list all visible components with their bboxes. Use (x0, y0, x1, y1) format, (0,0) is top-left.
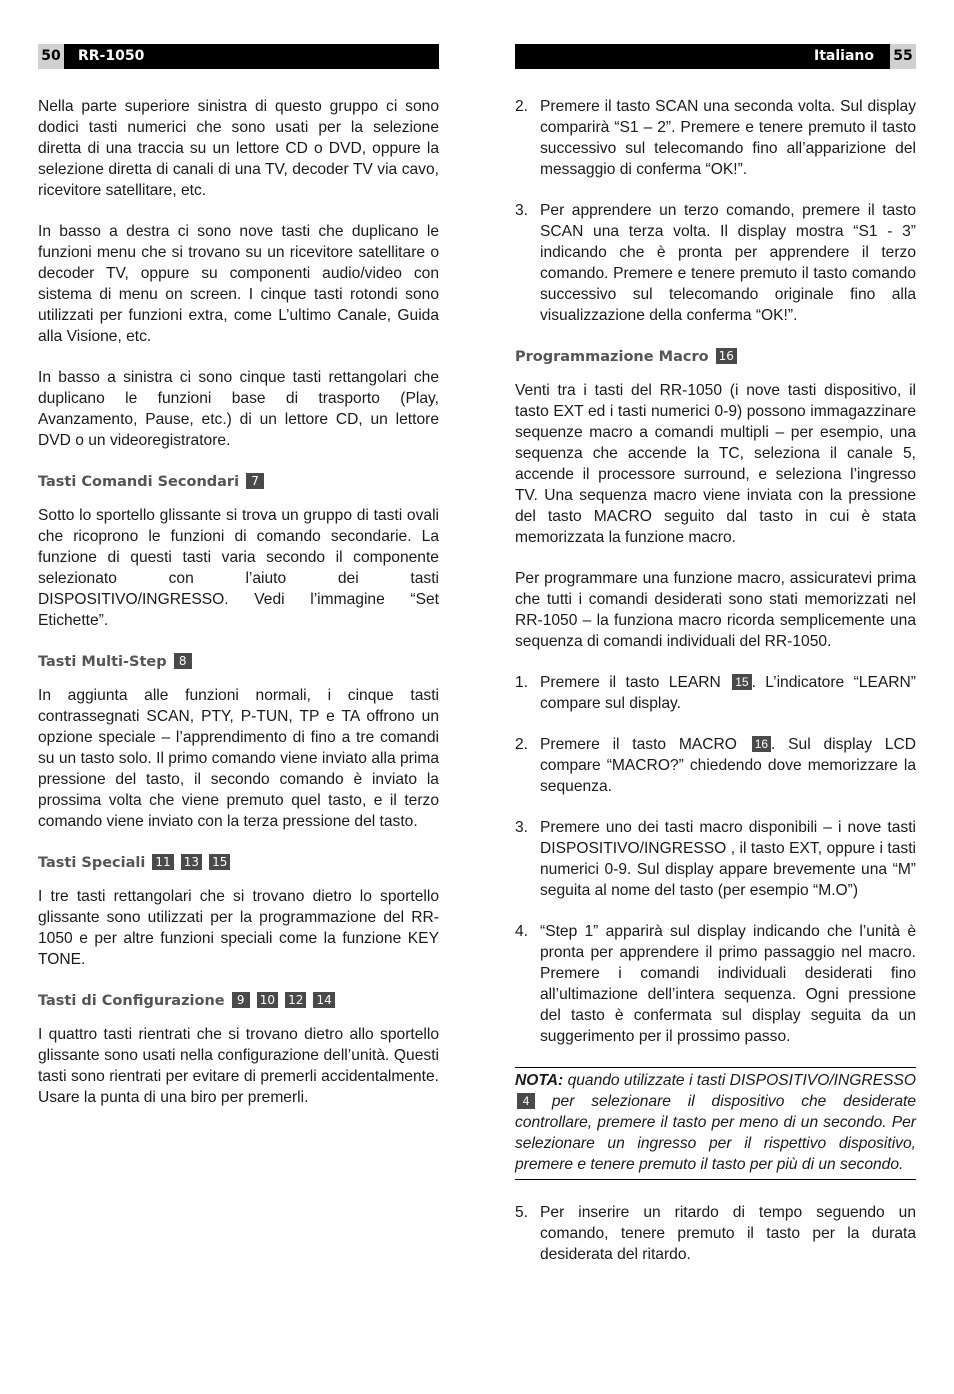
ref-badge: 4 (517, 1093, 535, 1109)
ref-badge: 14 (313, 992, 334, 1008)
ref-badge: 15 (732, 674, 751, 690)
ref-badge: 10 (257, 992, 278, 1008)
paragraph-numeric-keys: Nella parte superiore sinistra di questo gruppo ci sono dodici tasti numerici che sono usati per la selezione diretta di una traccia su un lettore CD o DVD, oppure la selezione diretta di canali di una TV, decoder TV via cavo, ricevitore satellitare, etc. (38, 98, 439, 199)
ref-badge: 16 (752, 736, 771, 752)
heading-multistep-keys: Tasti Multi-Step 8 (38, 651, 439, 673)
ref-badge: 8 (174, 653, 192, 669)
ref-badge: 15 (209, 854, 230, 870)
heading-special-keys: Tasti Speciali 11 13 15 (38, 852, 439, 874)
list-item: 1. Premere il tasto LEARN 15 . L’indicatore “LEARN” compare sul display. (515, 674, 916, 712)
list-item: 3. Per apprendere un terzo comando, premere il tasto SCAN una terza volta. Il display mostra “S1 - 3” indicando che è pronta per apprendere il terzo comando. Premere e tenere premuto il tasto comando successivo sul telecomando originale fino alla visualizzazione della conferma “OK!”. (515, 202, 916, 324)
left-column (38, 96, 439, 1128)
heading-macro-programming: Programmazione Macro 16 (515, 346, 916, 368)
right-page-number: 55 (890, 44, 916, 69)
paragraph-multistep-keys: In aggiunta alle funzioni normali, i cinque tasti contrassegnati SCAN, PTY, P-TUN, TP e TA offrono un opzione speciale – l’apprendimento di fino a tre comandi su un tasto solo. Il primo comando viene inviato alla prima pressione del tasto, il secondo comando è inviato la prossima volta che viene premuto quel tasto, e il terzo comando viene inviato con la terza pressione del tasto. (38, 687, 439, 830)
ref-badge: 16 (716, 348, 737, 364)
ref-badge: 11 (152, 854, 173, 870)
heading-secondary-keys: Tasti Comandi Secondari 7 (38, 471, 439, 493)
list-item: 2. Premere il tasto SCAN una seconda volta. Sul display comparirà “S1 – 2”. Premere e tenere premuto il tasto successivo sul telecomando fino all’apparizione del messaggio di conferma “OK!”. (515, 98, 916, 178)
paragraph-transport-keys: In basso a sinistra ci sono cinque tasti rettangolari che duplicano le funzioni base di trasporto (Play, Avanzamento, Pause, etc.) di un lettore CD, un lettore DVD o un videoregistratore. (38, 369, 439, 449)
paragraph-menu-keys: In basso a destra ci sono nove tasti che duplicano le funzioni menu che si trovano su un ricevitore satellitare o decoder TV, oppure su componenti audio/video con sistema di menu on screen. I cinque tasti rotondi sono utilizzati per funzioni extra, come L’ultimo Canale, Guida alla Visione, etc. (38, 223, 439, 345)
paragraph-macro-howto: Per programmare una funzione macro, assicuratevi prima che tutti i comandi desiderati sono stati memorizzati nel RR-1050 – la funziona macro ricorda semplicemente una sequenza di comandi individuali del RR-1050. (515, 570, 916, 650)
left-header-title: RR-1050 (78, 48, 145, 64)
paragraph-special-keys: I tre tasti rettangolari che si trovano dietro lo sportello glissante sono utilizzati per la programmazione del RR-1050 e per altre funzioni speciali come la funzione KEY TONE. (38, 888, 439, 968)
list-item: 5. Per inserire un ritardo di tempo seguendo un comando, tenere premuto il tasto per la durata desiderata del ritardo. (515, 1204, 916, 1263)
left-page-number: 50 (38, 44, 64, 69)
note-box: NOTA: quando utilizzate i tasti DISPOSITIVO/INGRESSO 4 per selezionare il dispositivo che desiderate controllare, premere il tasto per meno di un secondo. Per selezionare un ingresso per il rispettivo dispositivo, premere e tenere premuto il tasto per più di un secondo. (515, 1067, 916, 1180)
list-item: 4. “Step 1” apparirà sul display indicando che l’unità è pronta per apprendere il primo passaggio nel macro. Premere i comandi individuali desiderati fino all’ultimazione dell’intera sequenza. Ogni pressione del tasto è confermata sul display seguita da un suggerimento per il prossimo passo. (515, 923, 916, 1045)
ref-badge: 13 (181, 854, 202, 870)
right-column (515, 96, 916, 1285)
right-page-header (515, 44, 916, 69)
paragraph-secondary-keys: Sotto lo sportello glissante si trova un gruppo di tasti ovali che ricoprono le funzioni di comando secondarie. La funzione di questi tasti varia secondo il componente selezionato con l’aiuto dei tasti DISPOSITIVO/INGRESSO. Vedi l’immagine “Set Etichette”. (38, 507, 439, 629)
ref-badge: 7 (246, 473, 264, 489)
paragraph-macro-intro: Venti tra i tasti del RR-1050 (i nove tasti dispositivo, il tasto EXT ed i tasti numerici 0-9) possono immagazzinare sequenze macro a comandi multipli – per esempio, una sequenza che accende la TC, seleziona il canale 5, accende il processore surround, e seleziona l’ingresso TV. Una sequenza macro viene inviata con la pressione del tasto MACRO seguito dal tasto in cui è stata memorizzata la funzione macro. (515, 382, 916, 546)
paragraph-config-keys: I quattro tasti rientrati che si trovano dietro allo sportello glissante sono usati nella configurazione dell’unità. Questi tasti sono rientrati per evitare di premerli accidentalmente. Usare la punta di una biro per premerli. (38, 1026, 439, 1106)
list-item: 3. Premere uno dei tasti macro disponibili – i nove tasti DISPOSITIVO/INGRESSO , il tasto EXT, oppure i tasti numerici 0-9. Sul display appare brevemente una “M” seguita al nome del tasto (per esempio “M.O”) (515, 819, 916, 899)
right-header-title: Italiano (814, 48, 874, 64)
ref-badge: 9 (232, 992, 250, 1008)
ref-badge: 12 (285, 992, 306, 1008)
list-item: 2. Premere il tasto MACRO 16 . Sul display LCD compare “MACRO?” chiedendo dove memorizzare la sequenza. (515, 736, 916, 795)
heading-config-keys: Tasti di Configurazione 9 10 12 14 (38, 990, 439, 1012)
left-page-header (38, 44, 439, 69)
